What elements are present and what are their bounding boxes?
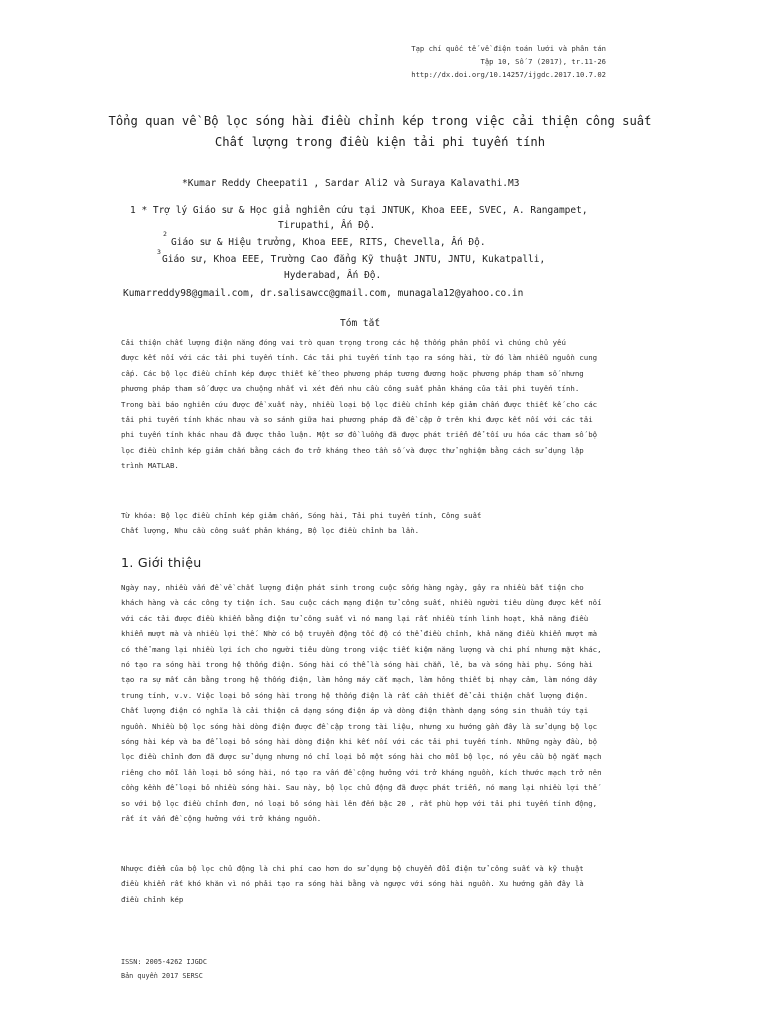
section-heading-introduction: 1. Giới thiệu [121,555,202,570]
journal-volume: Tập 10, Số 7 (2017), tr.11-26 [480,57,606,66]
abstract-line: tải phi tuyến tính khác nhau và so sánh giữa hai phương pháp đã đề cập ở trên khi được kết nối với các tải [121,415,593,425]
affiliation-3-superscript: 3 [157,248,161,256]
paragraph-line: cồng kềnh để loại bỏ nhiều sóng hài. Sau này, bộ lọc chủ động đã được phát triển, nó mang lại nhiều lợi thế [121,783,598,793]
affiliation-2: Giáo sư & Hiệu trưởng, Khoa EEE, RITS, Chevella, Ấn Độ. [171,237,486,248]
paper-title [100,111,660,153]
paragraph-line: riêng cho mỗi lần loại bỏ sóng hài, nó tạo ra vấn đề cộng hưởng với trở kháng nguồn, kích thước mạch trở nên [121,767,602,777]
paragraph-line: Ngày nay, nhiều vấn đề về chất lượng điện phát sinh trong cuộc sống hàng ngày, gây ra nhiều bất tiện cho [121,583,584,592]
abstract-line: Cải thiện chất lượng điện năng đóng vai trò quan trọng trong các hệ thống phân phối vì chúng chủ yếu [121,338,566,347]
paragraph-line: khiển mượt mà và nhiều lợi thế. Nhờ có bộ truyền động tốc độ có thể điều chỉnh, khả năng điều khiển mượt mà [121,629,598,639]
abstract-heading: Tóm tắt [340,318,381,329]
paragraph-line: tạo ra sự mất cân bằng trong hệ thống điện, làm hỏng máy cắt mạch, làm hỏng thiết bị nhạy cảm, làm nóng dây [121,675,598,685]
paragraph-line: nó tạo ra sóng hài trong hệ thống điện. Sóng hài có thể là sóng hài chẵn, lẻ, ba và sóng hài phụ. Sóng hài [121,660,593,670]
journal-name: Tạp chí quốc tế về điện toán lưới và phân tán [411,44,606,53]
copyright-text: Bản quyền 2017 SERSC [121,972,203,980]
paragraph-line: Chất lượng điện có nghĩa là cải thiện cả dạng sóng điện áp và dòng điện thành dạng sóng sin thuần túy tại [121,706,589,716]
abstract-line: phương pháp tham số được ưa chuộng nhất vì xét đến nhu cầu công suất phản kháng của tải phi tuyến tính. [121,384,580,394]
paragraph-line: sóng hài kép và ba để loại bỏ sóng hài dòng điện khi kết nối với các tải phi tuyến tính. Những ngày đầu, bộ [121,737,598,747]
page-footer [121,955,207,983]
keywords-line-2: Chất lượng, Nhu cầu công suất phản kháng, Bộ lọc điều chỉnh ba lần. [121,526,420,536]
keywords [121,508,481,539]
affiliation-1-line-1: 1 * Trợ lý Giáo sư & Học giả nghiên cứu tại JNTUK, Khoa EEE, SVEC, A. Rangampet, [130,205,588,216]
author-list: *Kumar Reddy Cheepati1 , Sardar Ali2 và Suraya Kalavathi.M3 [182,178,520,189]
abstract-body [121,335,597,474]
paper-title-line-2: Chất lượng trong điều kiện tải phi tuyến tính [214,135,546,149]
introduction-paragraph-2 [121,861,584,907]
abstract-line: được kết nối với các tải phi tuyến tính. Các tải phi tuyến tính tạo ra sóng hài, từ đó làm nhiễu nguồn cung [121,353,598,363]
paragraph-line: với các tải được điều khiển bằng điện tử công suất vì nó mang lại rất nhiều tính linh hoạt, khả năng điều [121,613,589,623]
paper-title-line-1: Tổng quan về Bộ lọc sóng hài điều chỉnh kép trong việc cải thiện công suất [108,114,652,128]
journal-header [411,42,606,81]
paragraph-line: so với bộ lọc điều chỉnh đơn, nó loại bỏ sóng hài lên đến bậc 20 , rất phù hợp với tải phi tuyến tính động, [121,798,598,808]
affiliation-3-line-2: Hyderabad, Ấn Độ. [284,270,382,281]
author-emails[interactable]: Kumarreddy98@gmail.com, dr.salisawcc@gmail.com, munagala12@yahoo.co.in [123,288,524,299]
paragraph-line: lọc điều chỉnh đơn đã được sử dụng nhưng nó chỉ loại bỏ một sóng hài cho mỗi bộ lọc, nó yêu cầu bộ ngắt mạch [121,752,602,762]
affiliation-1-line-2: Tirupathi, Ấn Độ. [278,220,376,231]
paragraph-line: khách hàng và các công ty tiện ích. Sau cuộc cách mạng điện tử công suất, nhiều người tiêu dùng được kết nối [121,598,602,608]
affiliation-2-superscript: 2 [163,230,167,238]
affiliation-3-line-1: Giáo sư, Khoa EEE, Trường Cao đẳng Kỹ thuật JNTU, JNTU, Kukatpalli, [162,254,546,265]
issn-text: ISSN: 2005-4262 IJGDC [121,958,207,966]
abstract-line: cấp. Các bộ lọc điều chỉnh kép được thiết kế theo phương pháp tương đương hoặc phương pháp tham số nhưng [121,368,584,378]
introduction-paragraph-1 [121,580,602,827]
abstract-line: lọc điều chỉnh kép giảm chấn bằng cách đo trở kháng theo tần số và được thử nghiệm bằng cách sử dụng lập [121,445,584,455]
paragraph-line: Nhược điểm của bộ lọc chủ động là chi phí cao hơn do sử dụng bộ chuyển đổi điện tử công suất và kỹ thuật [121,864,584,873]
abstract-line: phi tuyến tính khác nhau đã được thảo luận. Một sơ đồ luồng đã được phát triển để tối ưu hóa các tham số bộ [121,430,598,440]
paragraph-line: điều khiển rất khó khăn vì nó phải tạo ra sóng hài bằng và ngược với sóng hài nguồn. Xu hướng gần đây là [121,879,584,889]
paragraph-line: điều chỉnh kép [121,894,184,904]
journal-doi-link[interactable]: http://dx.doi.org/10.14257/ijgdc.2017.10.7.02 [411,70,606,79]
paragraph-line: rất ít vấn đề cộng hưởng với trở kháng nguồn. [121,814,322,824]
keywords-line-1: Từ khóa: Bộ lọc điều chỉnh kép giảm chấn, Sóng hài, Tải phi tuyến tính, Công suất [121,511,482,520]
paragraph-line: có thể mang lại nhiều lợi ích cho người tiêu dùng trong việc tiết kiệm năng lượng và chi phí nhưng mặt khác, [121,644,602,654]
paragraph-line: trung tính, v.v. Việc loại bỏ sóng hài trong hệ thống điện là rất cần thiết để cải thiện chất lượng điện. [121,690,589,700]
abstract-line: Trong bài báo nghiên cứu được đề xuất này, nhiều loại bộ lọc điều chỉnh kép giảm chấn được thiết kế cho các [121,399,598,409]
abstract-line: trình MATLAB. [121,461,179,471]
paragraph-line: nguồn. Nhiều bộ lọc sóng hài dòng điện được đề cập trong tài liệu, nhưng xu hướng gần đây là sử dụng bộ lọc [121,721,598,731]
